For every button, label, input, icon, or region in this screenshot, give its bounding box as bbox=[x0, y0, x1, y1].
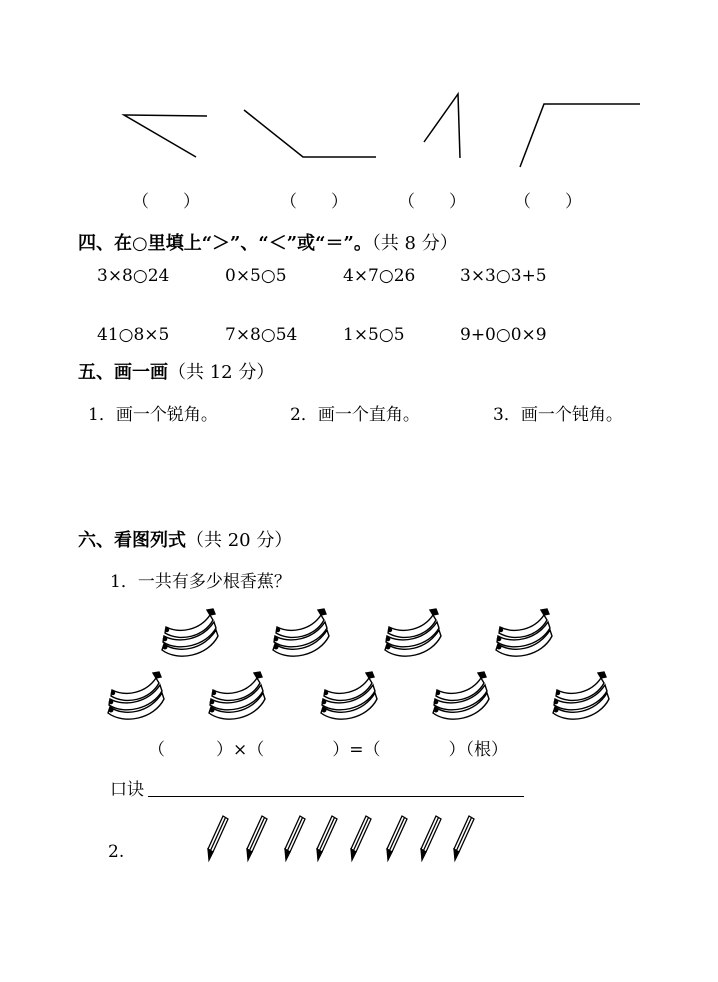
koujue-answer-line[interactable] bbox=[148, 796, 524, 797]
section-6-title: 六、看图列式 bbox=[78, 530, 186, 551]
section-4-heading bbox=[78, 229, 458, 255]
draw-acute-angle-item: 1．画一个锐角。 bbox=[88, 405, 218, 425]
banana-bunch-icon bbox=[496, 609, 552, 656]
draw-right-angle-item: 2．画一个直角。 bbox=[290, 405, 420, 425]
banana-bunch-icon bbox=[209, 672, 265, 719]
question-1-text: 1．一共有多少根香蕉？ bbox=[110, 572, 291, 592]
pencil-icon bbox=[208, 816, 228, 860]
acute-angle-figure-3 bbox=[424, 94, 460, 158]
section-5-heading bbox=[78, 358, 274, 384]
section-6-points: （共 20 分） bbox=[186, 530, 293, 551]
banana-bunch-icon bbox=[385, 609, 441, 656]
acute-angle-figure-1 bbox=[124, 115, 207, 157]
pencil-icon bbox=[421, 816, 441, 860]
banana-bunch-icon bbox=[108, 672, 164, 719]
angle-answer-paren-1[interactable]: （ ） bbox=[132, 192, 200, 212]
banana-bunch-icon bbox=[553, 672, 609, 719]
banana-picture bbox=[0, 598, 718, 738]
angle-answer-paren-3[interactable]: （ ） bbox=[398, 192, 466, 212]
pencil-icon bbox=[247, 816, 267, 860]
angle-answer-paren-4[interactable]: （ ） bbox=[514, 192, 582, 212]
compare-expression[interactable]: 9+0○0×9 bbox=[460, 325, 547, 345]
section-4-title: 四、在○里填上“＞”、“＜”或“＝”。 bbox=[78, 233, 372, 254]
banana-bunch-icon bbox=[162, 609, 218, 656]
compare-expression[interactable]: 0×5○5 bbox=[225, 266, 287, 286]
banana-bunch-icon bbox=[273, 609, 329, 656]
obtuse-angle-figure-4 bbox=[520, 104, 640, 167]
compare-expression[interactable]: 1×5○5 bbox=[343, 325, 405, 345]
section-5-title: 五、画一画 bbox=[78, 362, 168, 383]
pencil-picture bbox=[0, 810, 718, 870]
pencil-icon bbox=[351, 816, 371, 860]
compare-expression[interactable]: 7×8○54 bbox=[225, 325, 298, 345]
compare-expression[interactable]: 4×7○26 bbox=[343, 266, 416, 286]
koujue-label: 口诀 bbox=[110, 780, 144, 800]
section-4-points: （共 8 分） bbox=[371, 233, 458, 254]
angle-answer-paren-2[interactable]: （ ） bbox=[280, 192, 348, 212]
obtuse-angle-figure-2 bbox=[244, 110, 376, 157]
question-2-label: 2. bbox=[108, 842, 125, 862]
compare-expression[interactable]: 41○8×5 bbox=[97, 325, 170, 345]
multiplication-equation[interactable]: （ ）×（ ）=（ ）（根） bbox=[148, 740, 508, 760]
banana-bunch-icon bbox=[433, 672, 489, 719]
pencil-icon bbox=[387, 816, 407, 860]
draw-obtuse-angle-item: 3．画一个钝角。 bbox=[493, 405, 623, 425]
compare-expression[interactable]: 3×8○24 bbox=[97, 266, 170, 286]
banana-bunch-icon bbox=[321, 672, 377, 719]
pencil-icon bbox=[285, 816, 305, 860]
section-6-heading bbox=[78, 526, 292, 552]
compare-expression[interactable]: 3×3○3+5 bbox=[460, 266, 547, 286]
section-5-points: （共 12 分） bbox=[168, 362, 275, 383]
pencil-icon bbox=[317, 816, 337, 860]
pencil-icon bbox=[454, 816, 474, 860]
